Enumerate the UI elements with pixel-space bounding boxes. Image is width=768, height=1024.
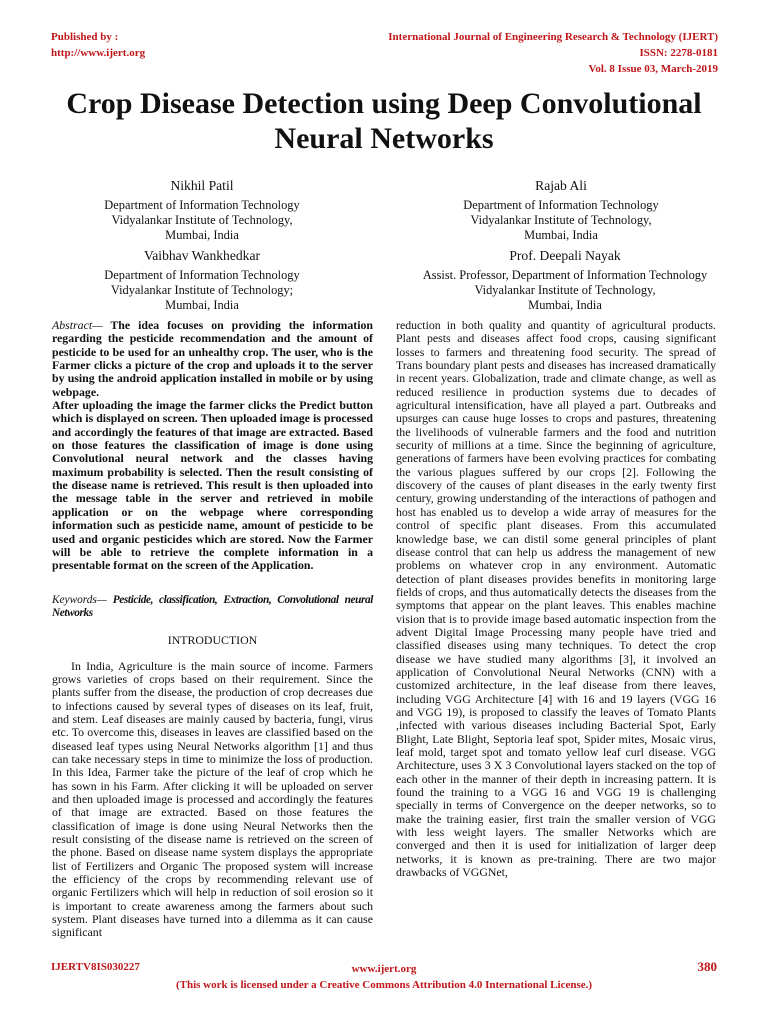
abstract-paragraph-2: After uploading the image the farmer clicks the Predict button which is displayed on screen. Then uploaded image is processed and accordingly the features of that image are extracted. Based on those features the classification of image is done using Convolutional neural network and the classes having maximum probability is selected. Then the result consisting of the disease name is retrieved. This result is then uploaded into the message table in the server and retrieved in mobile application or on the webpage where corresponding information such as pesticide name, amount of pesticide to be used and organic pesticides which are stored. Now the Farmer will be able to retrieve the complete information in a presentable format on the screen of the Application. [52, 398, 373, 573]
paper-title [30, 86, 738, 156]
author-affiliation-line: Mumbai, India [165, 228, 239, 242]
keywords [52, 594, 373, 621]
body-paragraph: reduction in both quality and quantity of agricultural products. Plant pests and diseases affect food crops, causing significant losses to farmers and threatening food security. The spread of Trans boundary plant pests and diseases has increased dramatically in recent years. Globalization, trade and climate change, as well as reduced resilience in production systems due to decades of agricultural intensification, have all played a part. Outbreaks and upsurges can cause huge losses to crops and pastures, threatening the livelihoods of vulnerable farmers and the food and nutrition security of millions at a time. Since the beginning of agriculture, generations of farmers have been evolving practices for combating the various plagues suffered by our crops [2]. Following the discovery of the causes of plant diseases in the early twenty first century, growing understanding of the interactions of pathogen and host has enabled us to develop a wide array of measures for the control of specific plant diseases. From this accumulated knowledge base, we can distil some general principles of plant disease control that can help us address the management of new problems on whatever crop in any environment. Automatic detection of plant diseases provides benefits in monitoring large fields of crops, and thus automatically detects the diseases from the symptoms that appear on the plant leaves. This enables machine vision that is to provide image based automatic inspection from the advent Digital Image Processing many people have tried and classified diseases using many techniques. To detect the crop disease we have studied many algorithms [3], it involved an application of Convolutional Neural Networks (CNN) with a customized architecture, in the leaf disease from there leaves, including VGG Architecture [4] with 16 and 19 layers (VGG 16 and VGG 19), is proposed to classify the leaves of Tomato Plants ,infected with various diseases including Bacterial Spot, Early Blight, Late Blight, Septoria leaf spot, Spider mites, Mosaic virus, leaf mold, target spot and tomato yellow leaf curl disease. VGG Architecture, uses 3 X 3 Convolutional layers stacked on the top of each other in the manner of their depth in increasing pattern. It is found the training to a VGG 16 and VGG 19 is challenging specially in terms of Convergence on the deeper networks, so to make the training easier, first train the smaller version of VGG with less weight layers. The smaller Networks which are converged and then it is used for initialization of larger deep networks, it is known as pre-training. There are two major drawbacks of VGGNet, [396, 318, 716, 880]
author-affiliation-line: Vidyalankar Institute of Technology; [110, 283, 294, 297]
journal-url-link[interactable]: http://www.ijert.org [51, 47, 146, 59]
author-block [64, 248, 340, 313]
abstract-text: The idea focuses on providing the information regarding the pesticide recommendation and the amount of pesticide to be used for an unhealthy crop. The user, who is the Farmer clicks a picture of the crop and uploads it to the server by using the android application installed in mobile or by using webpage. [52, 318, 373, 399]
author-affiliation-line: Vidyalankar Institute of Technology, [474, 283, 656, 297]
keywords-lead: Keywords— [52, 593, 107, 606]
abstract-lead: Abstract— [52, 318, 103, 332]
footer-center [0, 961, 768, 993]
abstract [52, 319, 373, 573]
author-name: Rajab Ali [535, 178, 587, 193]
journal-volume: Vol. 8 Issue 03, March-2019 [588, 63, 718, 75]
journal-issn: ISSN: 2278-0181 [639, 47, 718, 59]
introduction-paragraph: In India, Agriculture is the main source of income. Farmers grows varieties of crops based on their requirement. Since the plants suffer from the disease, the production of crop decreases due to infections caused by several types of diseases on its leaf, fruit, and stem. Leaf diseases are mainly caused by bacteria, fungi, virus etc. To overcome this, diseases in leaves are classified based on the diseased leaf types using Neural Networks algorithm [1] and thus can take necessary steps in time to minimize the loss of production. In this Idea, Farmer take the picture of the leaf of crop which he has sown in his Farm. After clicking it will be uploaded on server and then uploaded image is processed and accordingly the features of that image are extracted. Based on those features the classification of image is done using Neural Networks then the result consisting of the disease name is retrieved on the screen of the phone. Based on disease name system displays the appropriate list of Fertilizers and Organic The proposed system will increase the efficiency of the crops by recommending relevant use of organic Fertilizers which will help in reduction of soil erosion so it is important to create awareness among the farmers about such system. Plant diseases have turned into a dilemma as it can cause significant [52, 658, 373, 940]
author-affiliation-line: Department of Information Technology [463, 198, 659, 212]
author-affiliation-line: Department of Information Technology [104, 198, 300, 212]
author-affiliation-line: Mumbai, India [528, 298, 602, 312]
section-heading-introduction: INTRODUCTION [167, 633, 258, 648]
right-column [396, 319, 716, 879]
author-affiliation-line: Assist. Professor, Department of Information Technology [422, 268, 708, 282]
author-name: Prof. Deepali Nayak [509, 248, 621, 263]
page-number: 380 [697, 959, 717, 974]
left-column [52, 319, 373, 940]
author-name: Vaibhav Wankhedkar [143, 248, 261, 263]
author-affiliation-line: Vidyalankar Institute of Technology, [470, 213, 652, 227]
author-affiliation-line: Vidyalankar Institute of Technology, [111, 213, 293, 227]
author-affiliation-line: Mumbai, India [524, 228, 598, 242]
author-affiliation-line: Mumbai, India [165, 298, 239, 312]
paper-title-line-2: Neural Networks [274, 122, 494, 155]
header-journal-info [388, 29, 718, 77]
author-name: Nikhil Patil [170, 178, 234, 193]
author-block [64, 178, 340, 243]
abstract-paragraph-1 [52, 319, 373, 399]
author-affiliation-line: Department of Information Technology [104, 268, 300, 282]
journal-name: International Journal of Engineering Research & Technology (IJERT) [388, 31, 718, 43]
author-block [400, 248, 730, 313]
author-block [423, 178, 699, 243]
header-publisher [51, 29, 145, 61]
paper-title-line-1: Crop Disease Detection using Deep Convolutional [66, 87, 702, 120]
published-by-label: Published by : [51, 31, 119, 43]
footer-paper-id: IJERTV8IS030227 [51, 961, 140, 973]
keywords-text: Pesticide, classification, Extraction, Convolutional neural Networks [52, 593, 373, 619]
footer-license: (This work is licensed under a Creative Commons Attribution 4.0 International License.) [175, 979, 593, 991]
footer-site-link[interactable]: www.ijert.org [351, 963, 417, 975]
